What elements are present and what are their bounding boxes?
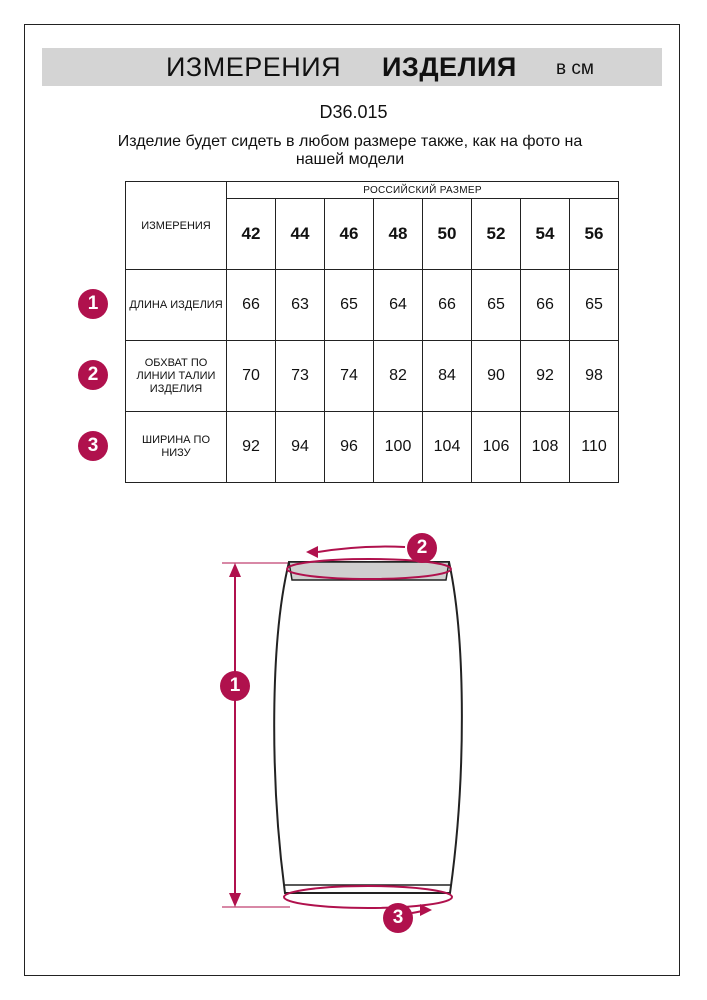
row-label-length: ДЛИНА ИЗДЕЛИЯ (126, 270, 227, 341)
title-unit: в см (556, 58, 594, 79)
corner-label: ИЗМЕРЕНИЯ (126, 182, 227, 270)
size-header: 56 (570, 199, 619, 270)
title-measurements: ИЗМЕРЕНИЯ (166, 52, 342, 82)
diagram-badge-1: 1 (220, 671, 250, 701)
table-cell: 73 (276, 341, 325, 412)
size-header: 52 (472, 199, 521, 270)
skirt-outline (274, 562, 462, 893)
table-cell: 108 (521, 412, 570, 483)
table-cell: 64 (374, 270, 423, 341)
length-arrow-bottom (229, 893, 241, 907)
size-header: 46 (325, 199, 374, 270)
table-cell: 100 (374, 412, 423, 483)
table-cell: 63 (276, 270, 325, 341)
table-cell: 74 (325, 341, 374, 412)
table-cell: 66 (227, 270, 276, 341)
size-header: 42 (227, 199, 276, 270)
fit-note: Изделие будет сидеть в любом размере также, как на фото на нашей модели (117, 133, 583, 168)
row-badge-1: 1 (78, 289, 108, 319)
row-label-hem-width: ШИРИНА ПО НИЗУ (126, 412, 227, 483)
table-cell: 98 (570, 341, 619, 412)
table-cell: 92 (227, 412, 276, 483)
table-cell: 66 (521, 270, 570, 341)
title-product: ИЗДЕЛИЯ (382, 52, 517, 82)
diagram-badge-2: 2 (407, 533, 437, 563)
table-cell: 84 (423, 341, 472, 412)
table-cell: 90 (472, 341, 521, 412)
length-arrow-top (229, 563, 241, 577)
row-badge-3: 3 (78, 431, 108, 461)
table-cell: 65 (570, 270, 619, 341)
table-cell: 106 (472, 412, 521, 483)
size-header: 54 (521, 199, 570, 270)
table-cell: 66 (423, 270, 472, 341)
table-cell: 94 (276, 412, 325, 483)
table-cell: 110 (570, 412, 619, 483)
row-label-waist: ОБХВАТ ПО ЛИНИИ ТАЛИИ ИЗДЕЛИЯ (126, 341, 227, 412)
table-cell: 65 (472, 270, 521, 341)
size-group-header: РОССИЙСКИЙ РАЗМЕР (227, 182, 619, 199)
row-badge-2: 2 (78, 360, 108, 390)
table-cell: 65 (325, 270, 374, 341)
product-code: D36.015 (319, 102, 388, 122)
table-cell: 82 (374, 341, 423, 412)
waist-arrow-line (318, 547, 405, 552)
table-cell: 70 (227, 341, 276, 412)
table-cell: 92 (521, 341, 570, 412)
diagram-badge-3: 3 (383, 903, 413, 933)
size-header: 44 (276, 199, 325, 270)
table-cell: 104 (423, 412, 472, 483)
size-header: 50 (423, 199, 472, 270)
size-header: 48 (374, 199, 423, 270)
table-cell: 96 (325, 412, 374, 483)
waist-arrow-head (306, 546, 318, 558)
